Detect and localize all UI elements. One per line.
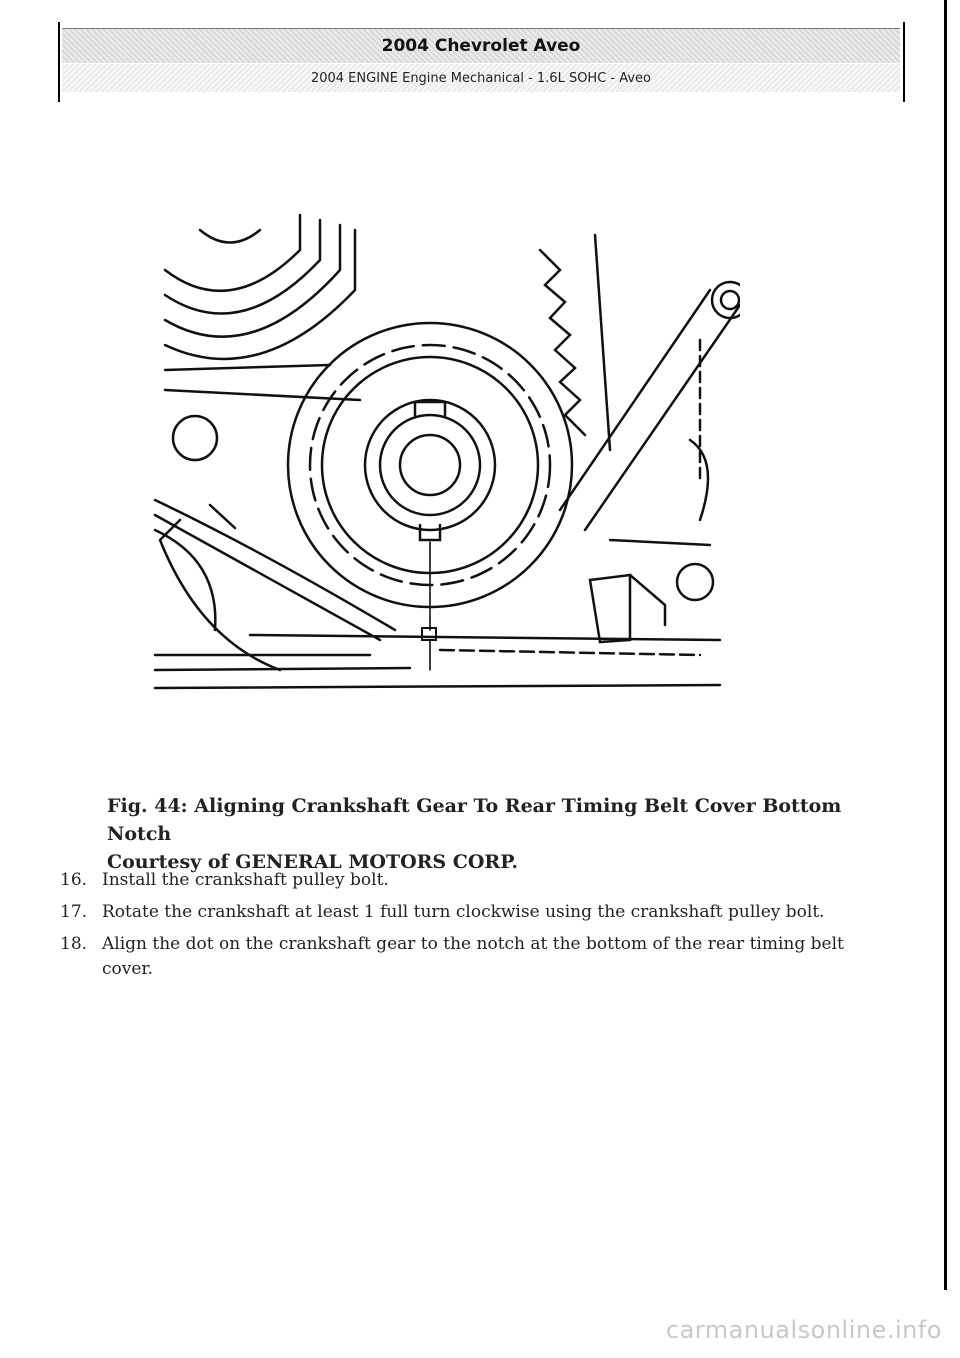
document-header bbox=[62, 28, 900, 63]
step-number: 18. bbox=[60, 934, 88, 954]
timing-belt-right bbox=[540, 235, 610, 450]
procedure-steps bbox=[60, 868, 890, 989]
header-frame-left bbox=[58, 22, 60, 102]
step-text: Install the crankshaft pulley bolt. bbox=[102, 870, 389, 890]
step-number: 16. bbox=[60, 870, 88, 890]
step-text: Align the dot on the crankshaft gear to the notch at the bottom of the rear timing belt cover. bbox=[102, 934, 844, 979]
step-number: 17. bbox=[60, 902, 88, 922]
tensioner-arm bbox=[560, 282, 740, 530]
document-title: 2004 Chevrolet Aveo bbox=[381, 36, 581, 56]
step-text: Rotate the crankshaft at least 1 full turn clockwise using the crankshaft pulley bolt. bbox=[102, 902, 825, 922]
list-item bbox=[60, 932, 890, 982]
list-item bbox=[60, 900, 890, 925]
list-item bbox=[60, 868, 890, 893]
crankshaft-gear-diagram bbox=[140, 210, 740, 730]
page-edge bbox=[944, 0, 947, 1290]
figure-caption bbox=[107, 792, 887, 876]
right-housing-block bbox=[590, 540, 713, 642]
document-subtitle: 2004 ENGINE Engine Mechanical - 1.6L SOHC - Aveo bbox=[310, 70, 652, 86]
timing-belt-lower bbox=[155, 500, 395, 670]
upper-pulley-arcs bbox=[165, 215, 360, 400]
header-frame-right bbox=[903, 22, 905, 102]
base-lines bbox=[155, 635, 720, 688]
caption-line-1: Fig. 44: Aligning Crankshaft Gear To Rear Timing Belt Cover Bottom Notch bbox=[107, 795, 842, 845]
watermark: carmanualsonline.info bbox=[665, 1316, 942, 1344]
caption-line-2: Courtesy of GENERAL MOTORS CORP. bbox=[107, 851, 518, 873]
left-idler-bolt bbox=[173, 416, 217, 460]
document-subheader bbox=[62, 64, 900, 92]
